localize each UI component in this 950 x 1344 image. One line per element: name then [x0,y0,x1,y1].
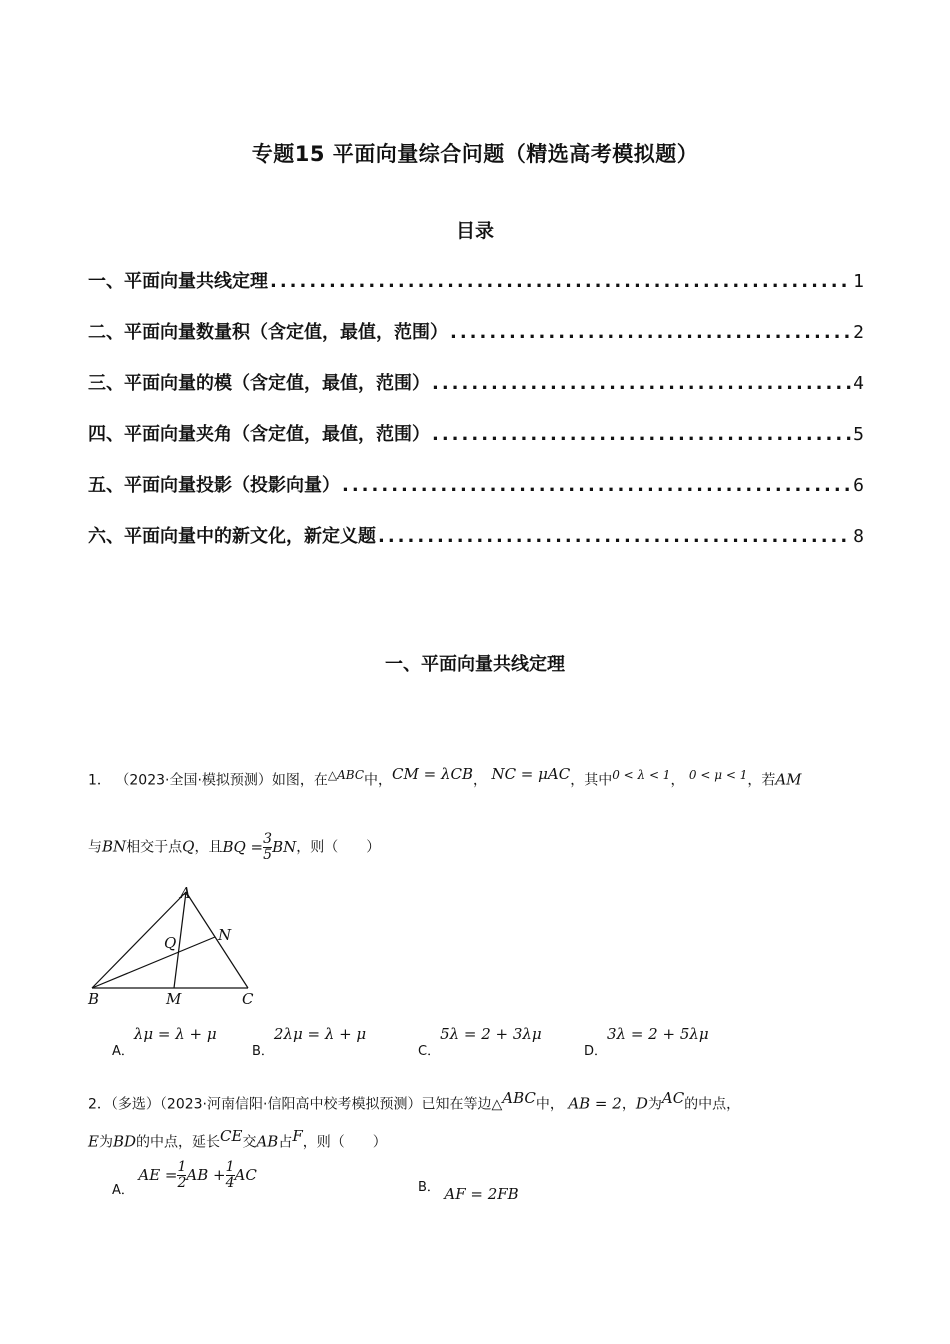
label-c: C [242,990,254,1008]
page-title: 专题15 平面向量综合问题（精选高考模拟题） [251,142,699,166]
toc-item-page: 4 [853,373,864,394]
toc-item-1[interactable] [88,267,864,295]
option-d[interactable] [584,1024,709,1059]
toc-heading: 目录 [455,220,494,242]
expr-ab-equals: AB = 2 [568,1094,622,1113]
question-text: 已知在等边△ [421,1096,503,1113]
segment-ac: AC [661,1089,685,1107]
expr-bq-rhs: BN [272,837,297,856]
question-text: 交 [242,1134,257,1151]
option-c[interactable] [418,1024,542,1059]
toc-item-label: 二、平面向量数量积（含定值，最值，范围） [88,322,448,343]
expr-part: AE = [138,1165,178,1184]
question-text: ，则（ ） [296,839,381,856]
option-b[interactable] [252,1024,367,1059]
fraction-denominator: 5 [263,847,273,863]
question-text: ，则（ ） [302,1134,387,1151]
option-expr [138,1159,257,1191]
option-label: D． [584,1044,608,1059]
expr-bn: BN [102,837,127,856]
toc-item-page: 1 [853,271,864,292]
label-q: Q [164,934,177,952]
question-tag: （多选） [110,1096,160,1113]
question-number: 2． [88,1096,111,1113]
expr-mu-range: 0 < μ < 1 [688,768,748,782]
question-text: 的中点，延长 [136,1134,221,1151]
question-text: 占 [278,1134,293,1151]
toc-leader-dots [432,424,851,445]
question-text: 的中点， [684,1096,741,1113]
expr-cm: CM = λCB [392,765,473,783]
option-expr: 2λμ = λ + μ [273,1025,367,1043]
question-text: 为 [98,1134,113,1151]
question-text: 中， [535,1096,564,1113]
question-2-line-1 [88,1088,740,1115]
point-e: E [88,1132,99,1151]
toc-item-page: 6 [853,475,864,496]
fraction-numerator: 3 [263,831,273,847]
option-expr: 5λ = 2 + 3λμ [440,1025,542,1043]
toc-item-page: 5 [853,424,864,445]
triangle-abc: △ABC [327,768,365,782]
side-ac [186,892,248,988]
option-expr: AF = 2FB [444,1185,519,1203]
question-text: 与 [88,839,102,856]
toc-leader-dots [432,373,851,394]
question-1-line-2 [88,832,380,863]
question-text: 如图，在 [271,772,328,789]
question-1-line-1 [88,764,802,791]
question-text: 中， [364,772,393,789]
point-q: Q [182,837,195,856]
question-text: ，若 [747,772,776,789]
toc-item-2[interactable] [88,318,864,346]
expr-part: AB + [186,1165,226,1184]
option-label: B． [252,1044,274,1059]
option-expr: λμ = λ + μ [133,1025,217,1043]
point-d: D [635,1094,648,1113]
label-m: M [166,990,182,1008]
fraction-denominator: 4 [225,1175,235,1191]
question-source: （2023·全国·模拟预测） [115,772,272,789]
fraction-1-4 [226,1160,235,1191]
segment-ce: CE [220,1127,243,1145]
toc-leader-dots [450,322,851,343]
question-number: 1． [88,772,111,789]
segment-bd: BD [112,1132,137,1151]
expr-am: AM [775,770,802,789]
question-text: ，其中 [570,772,613,789]
point-f: F [292,1127,303,1145]
option-label: B． [418,1180,440,1195]
question-source: （2023·河南信阳·信阳高中校考模拟预测） [159,1096,422,1113]
toc-item-label: 五、平面向量投影（投影向量） [88,475,340,496]
option-label: C． [418,1044,441,1059]
q2-option-b[interactable] [418,1176,519,1203]
expr-nc: NC = μAC [491,765,571,783]
segment-bn [92,937,215,988]
fraction-denominator: 2 [177,1175,187,1191]
q2-option-a[interactable] [112,1159,257,1198]
toc-leader-dots [342,475,851,496]
segment-ab: AB [256,1132,279,1151]
question-text: ， [472,772,487,789]
toc-item-5[interactable] [88,471,864,499]
section-heading: 一、平面向量共线定理 [385,654,565,675]
toc-leader-dots [270,271,851,292]
fraction-3-5 [263,832,272,863]
expr-bq-lhs: BQ = [222,837,264,856]
question-text: ， [670,772,685,789]
question-text: ， [621,1096,636,1113]
triangle-figure [82,880,272,1010]
question-text: 相交于点 [126,839,183,856]
toc-item-3[interactable] [88,369,864,397]
question-2-line-2 [88,1126,387,1153]
toc-item-4[interactable] [88,420,864,448]
toc-item-label: 四、平面向量夹角（含定值，最值，范围） [88,424,430,445]
expr-part: AC [234,1165,257,1184]
question-text: 为 [647,1096,662,1113]
toc-item-label: 三、平面向量的模（含定值，最值，范围） [88,373,430,394]
toc-item-label: 一、平面向量共线定理 [88,271,268,292]
toc-item-6[interactable] [88,522,864,550]
label-n: N [218,926,232,944]
fraction-numerator: 1 [225,1159,235,1175]
expr-bq [222,831,297,863]
toc-item-label: 六、平面向量中的新文化，新定义题 [88,526,376,547]
triangle-abc: ABC [502,1089,536,1107]
option-label: A． [112,1182,134,1198]
option-a[interactable] [112,1024,217,1059]
option-label: A． [112,1044,134,1059]
toc-leader-dots [378,526,851,547]
label-b: B [88,990,100,1008]
question-text: ，且 [194,839,223,856]
toc-item-page: 8 [853,526,864,547]
fraction-numerator: 1 [177,1159,187,1175]
expr-lambda-range: 0 < λ < 1 [612,768,671,782]
label-a: A [180,884,191,902]
option-expr: 3λ = 2 + 5λμ [607,1025,709,1043]
toc-item-page: 2 [853,322,864,343]
